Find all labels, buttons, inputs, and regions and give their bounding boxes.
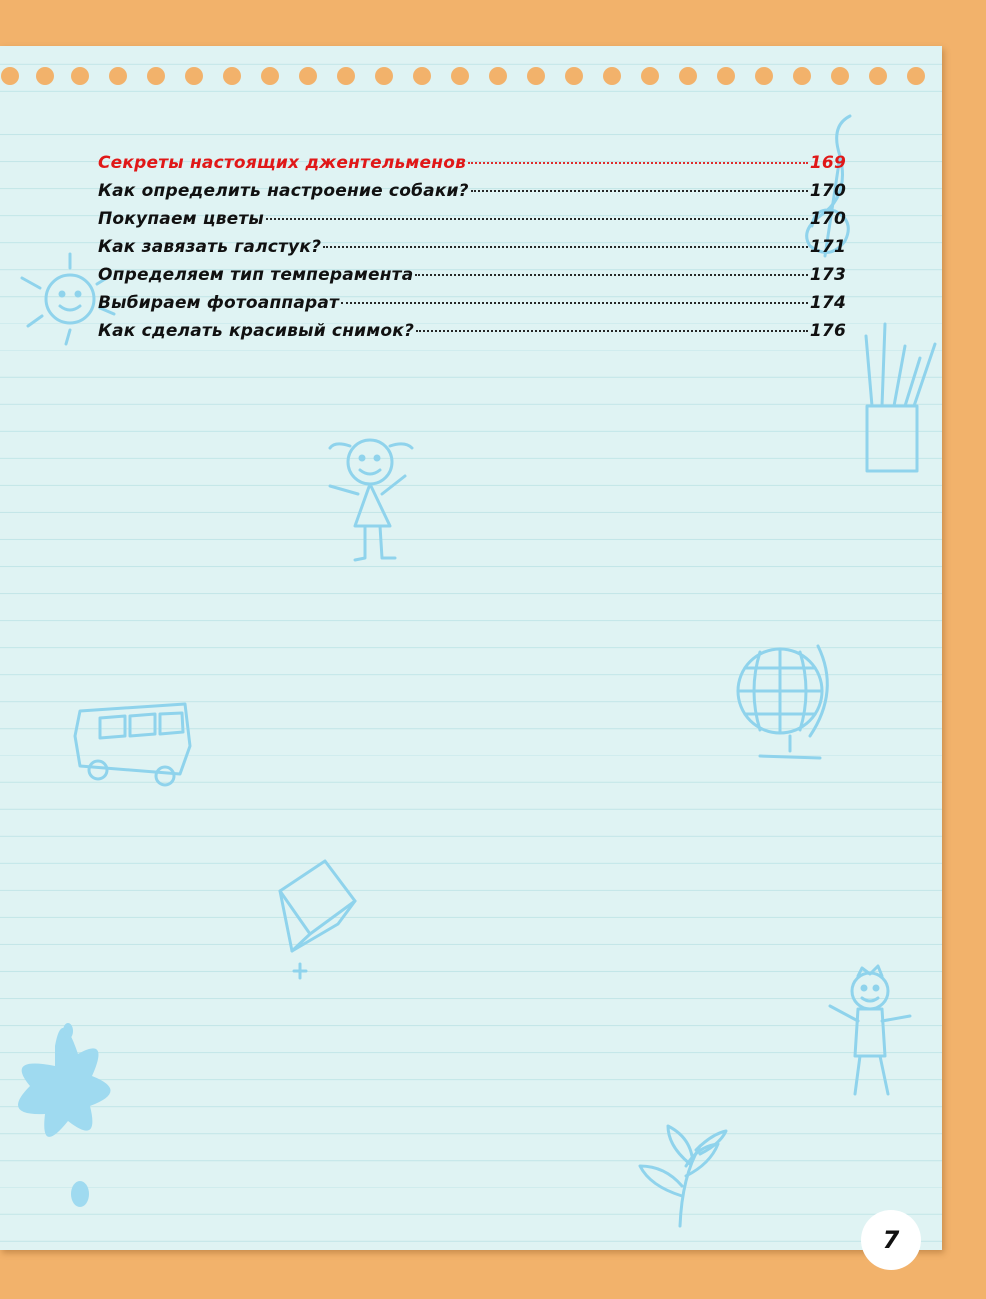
toc-entry[interactable] — [98, 321, 846, 349]
toc-entry-title: Как сделать красивый снимок? — [98, 321, 415, 341]
toc-entry[interactable] — [98, 265, 846, 293]
toc-entry-page: 176 — [809, 321, 846, 341]
toc-entry-title: Выбираем фотоаппарат — [98, 293, 340, 313]
toc-entry-title: Как определить настроение собаки? — [98, 181, 469, 201]
toc-entry-title: Секреты настоящих джентельменов — [98, 153, 467, 173]
toc-dot-leader — [266, 218, 808, 220]
toc-entry-title: Как завязать галстук? — [98, 237, 322, 257]
notebook-page — [0, 46, 942, 1254]
toc-entry[interactable] — [98, 237, 846, 265]
toc-dot-leader — [341, 302, 808, 304]
girl-icon — [330, 440, 412, 560]
flower-icon — [18, 1023, 111, 1207]
boy-icon — [830, 966, 910, 1094]
toc-dot-leader — [416, 330, 808, 332]
cube-icon — [280, 861, 355, 978]
page-number: 7 — [861, 1210, 921, 1270]
globe-icon — [738, 646, 827, 758]
toc-entry-title: Определяем тип темперамента — [98, 265, 414, 285]
toc-dot-leader — [323, 246, 808, 248]
toc-entry-title: Покупаем цветы — [98, 209, 265, 229]
toc-dot-leader — [415, 274, 808, 276]
toc-entry[interactable] — [98, 209, 846, 237]
leaf-branch-icon — [640, 1126, 726, 1226]
toc-entry[interactable] — [98, 153, 846, 181]
toc-entry[interactable] — [98, 181, 846, 209]
pencil-cup-icon — [866, 324, 935, 471]
toc-entry-page: 173 — [809, 265, 846, 285]
toc-entry-page: 174 — [809, 293, 846, 313]
toc-entry[interactable] — [98, 293, 846, 321]
toc-entry-page: 170 — [809, 181, 846, 201]
bus-icon — [75, 704, 190, 785]
toc-entry-page: 170 — [809, 209, 846, 229]
toc-entry-page: 169 — [809, 153, 846, 173]
toc-dot-leader — [471, 190, 808, 192]
table-of-contents — [98, 153, 846, 349]
toc-dot-leader — [468, 162, 808, 164]
toc-entry-page: 171 — [809, 237, 846, 257]
